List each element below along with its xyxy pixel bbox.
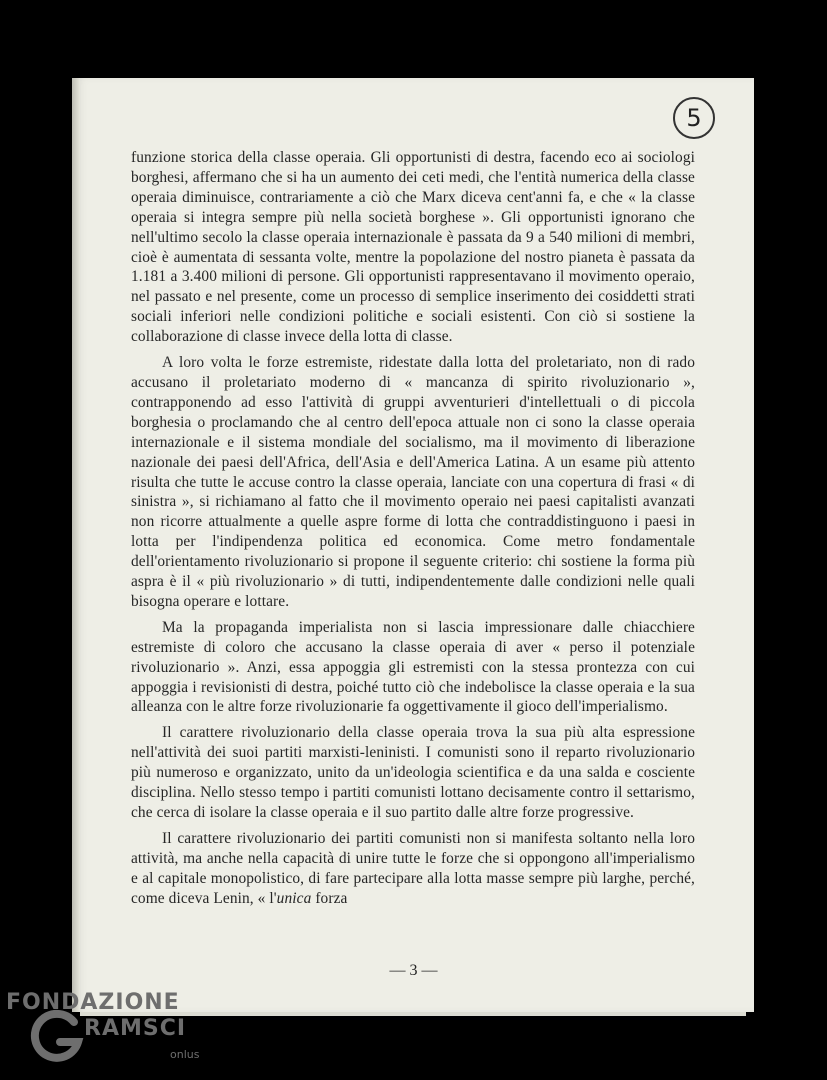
- paragraph-5-text: Il carattere rivoluzionario dei partiti comunisti non si manifesta soltanto nella loro attività, ma anche nella capacità di unire tutte le forze che si oppongono all'imperialismo e al capitale monopolistico, di fare partecipare alla lotta masse sempre più larghe, perché, come diceva Lenin, « l': [131, 829, 695, 907]
- body-text: [131, 148, 695, 915]
- logo-line-2: RAMSCI: [84, 1016, 187, 1041]
- logo-line-1: FONDAZIONE: [6, 990, 180, 1015]
- paragraph-5-end: forza: [311, 889, 348, 907]
- page-binding-edge: [72, 78, 80, 1012]
- paragraph-1: funzione storica della classe operaia. Gli opportunisti di destra, facendo eco ai sociologi borghesi, affermano che si ha un aumento dei ceti medi, che l'entità numerica della classe operaia diminuisce, contrariamente a ciò che Marx diceva cent'anni fa, e che « la classe operaia si integra sempre più nella società borghese ». Gli opportunisti ignorano che nell'ultimo secolo la classe operaia internazionale è passata da 9 a 540 milioni di membri, cioè è aumentata di sessanta volte, mentre la popolazione del nostro pianeta è passata da 1.181 a 3.400 milioni di persone. Gli opportunisti rappresentavano il movimento operaio, nel passato e nel presente, come un processo di semplice inserimento dei cosiddetti strati sociali inferiori nelle condizioni politiche e sociali esistenti. Con ciò si sostiene la collaborazione di classe invece della lotta di classe.: [131, 149, 695, 346]
- fondazione-gramsci-logo: [6, 990, 216, 1070]
- paragraph-5: [131, 829, 695, 909]
- paragraph-3: Ma la propaganda imperialista non si lascia impressionare dalle chiacchiere estremiste di coloro che accusano la classe operaia di aver « perso il potenziale rivoluzionario ». Anzi, essa appoggia gli estremisti con la stessa prontezza con cui appoggia i revisionisti di destra, poiché tutto ciò che indebolisce la classe operaia e la sua alleanza con le altre forze rivoluzionarie fa oggettivamente il gioco dell'imperialismo.: [131, 618, 695, 716]
- paragraph-5-italic: unica: [276, 889, 312, 907]
- paragraph-4: Il carattere rivoluzionario della classe operaia trova la sua più alta espressione nell'attività dei suoi partiti marxisti-leninisti. I comunisti sono il reparto rivoluzionario più numeroso e organizzato, unito da un'ideologia scientifica e da una salda e cosciente disciplina. Nello stesso tempo i partiti comunisti lottano decisamente contro il settarismo, che cerca di isolare la classe operaia e il suo partito dalle altre forze progressive.: [131, 724, 695, 821]
- logo-g-icon: [30, 1008, 86, 1064]
- logo-line-3: onlus: [170, 1048, 200, 1061]
- handwritten-page-number: 5: [673, 97, 715, 139]
- page-folio: — 3 —: [389, 962, 438, 979]
- paragraph-2: A loro volta le forze estremiste, ridestate dalla lotta del proletariato, non di rado accusano il proletariato moderno di « mancanza di spirito rivoluzionario », contrapponendo ad esso l'attività di gruppi avventurieri d'intellettuali o di piccola borghesia o proclamando che al centro dell'epoca attuale non ci sono la classe operaia internazionale e il sistema mondiale del socialismo, ma il movimento di liberazione nazionale dei paesi dell'Africa, dell'Asia e dell'America Latina. A un esame più attento risulta che tutte le accuse contro la classe operaia, lanciate con una copertura di frasi « di sinistra », si richiamano al fatto che il movimento operaio nei paesi capitalisti avanzati non ricorre attualmente a quelle aspre forme di lotta che contraddistinguono i paesi in lotta per l'indipendenza politica ed economica. Come metro fondamentale dell'orientamento rivoluzionario si propone il seguente criterio: chi sostiene la forma più aspra è il « più rivoluzionario » di tutti, indipendentemente dalle condizioni nelle quali bisogna operare e lottare.: [131, 354, 695, 610]
